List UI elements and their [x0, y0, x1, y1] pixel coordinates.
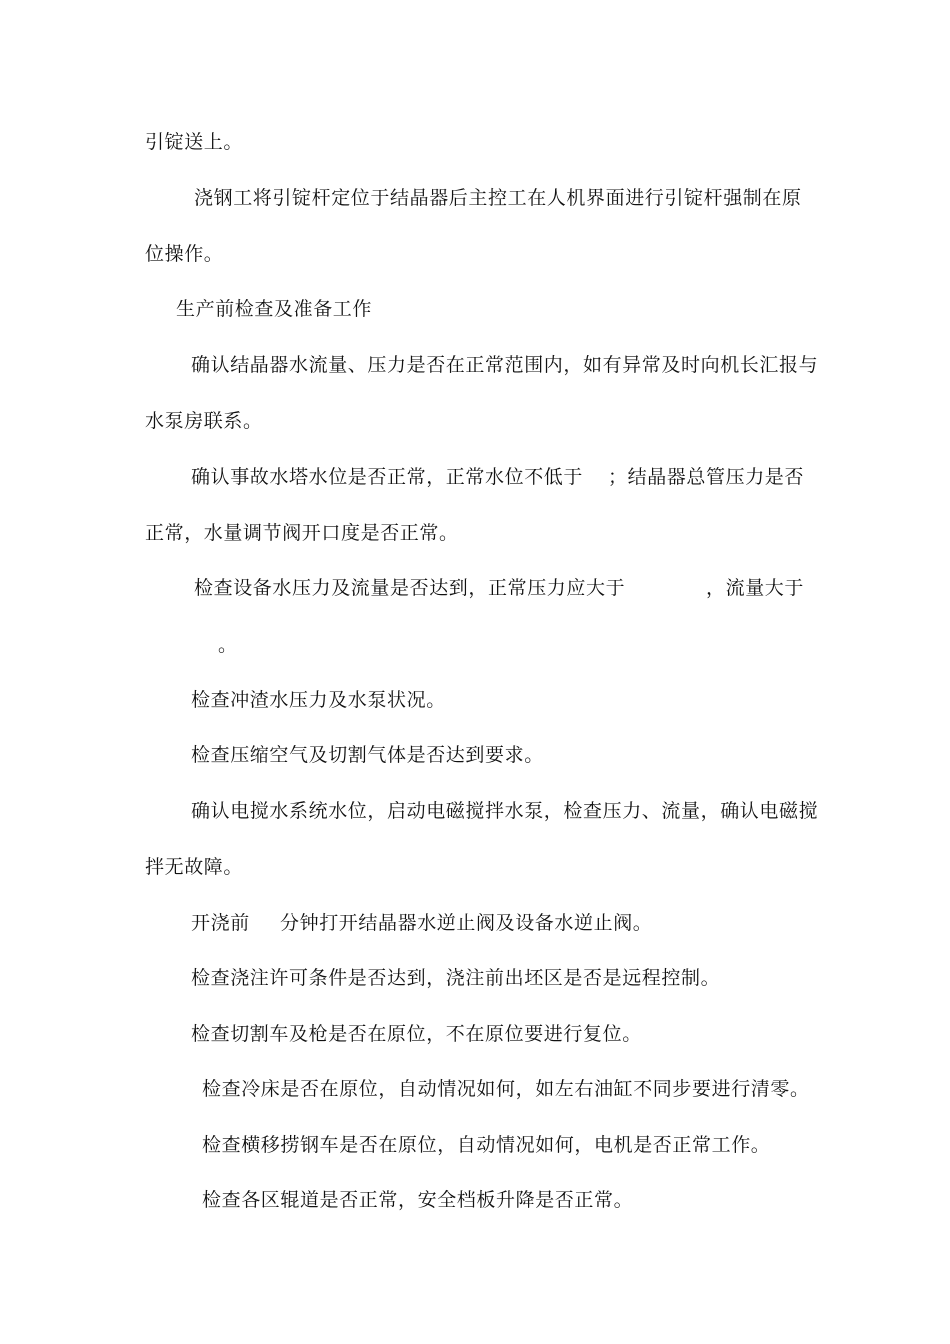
text-line-9a: 检查设备水压力及流量是否达到，正常压力应大于 [194, 577, 626, 599]
text-line-12: 检查压缩空气及切割气体是否达到要求。 [191, 744, 544, 766]
text-line-11: 检查冲渣水压力及水泵状况。 [191, 689, 446, 711]
text-line-16: 检查浇注许可条件是否达到，浇注前出坯区是否是远程控制。 [191, 967, 721, 989]
section-heading: 生产前检查及准备工作 [176, 298, 373, 320]
text-line-7a: 确认事故水塔水位是否正常，正常水位不低于 [191, 466, 584, 488]
text-line-20: 检查各区辊道是否正常，安全档板升降是否正常。 [202, 1189, 634, 1211]
text-line-6: 水泵房联系。 [145, 410, 263, 432]
text-line-7b: ；结晶器总管压力是否 [608, 466, 805, 488]
text-line-15a: 开浇前 [191, 912, 250, 934]
text-line-15b: 分钟打开结晶器水逆止阀及设备水逆止阀。 [280, 912, 653, 934]
text-line-8: 正常，水量调节阀开口度是否正常。 [145, 522, 459, 544]
text-line-1: 引锭送上。 [145, 131, 244, 153]
text-line-9b: ，流量大于 [706, 577, 805, 599]
text-line-17: 检查切割车及枪是否在原位，不在原位要进行复位。 [191, 1023, 642, 1045]
text-line-3: 位操作。 [145, 243, 224, 265]
text-line-10: 。 [218, 634, 238, 656]
text-line-5: 确认结晶器水流量、压力是否在正常范围内，如有异常及时向机长汇报与 [191, 354, 819, 376]
text-line-14: 拌无故障。 [145, 856, 244, 878]
text-line-19: 检查横移捞钢车是否在原位，自动情况如何，电机是否正常工作。 [202, 1134, 771, 1156]
text-line-13: 确认电搅水系统水位，启动电磁搅拌水泵，检查压力、流量，确认电磁搅 [191, 800, 819, 822]
text-line-18: 检查冷床是否在原位，自动情况如何，如左右油缸不同步要进行清零。 [202, 1078, 810, 1100]
text-line-2: 浇钢工将引锭杆定位于结晶器后主控工在人机界面进行引锭杆强制在原 [194, 187, 802, 209]
